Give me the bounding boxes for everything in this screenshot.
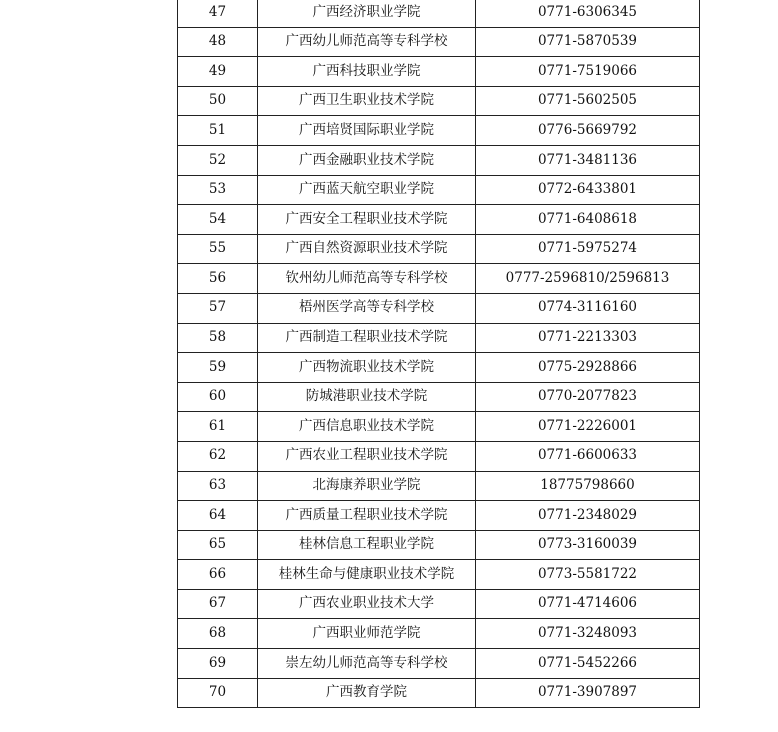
school-name: 梧州医学高等专科学校 bbox=[258, 293, 476, 323]
phone-number: 0771-2348029 bbox=[476, 501, 700, 531]
school-name: 广西培贤国际职业学院 bbox=[258, 116, 476, 146]
row-number: 57 bbox=[178, 293, 258, 323]
school-name: 广西经济职业学院 bbox=[258, 0, 476, 27]
table-row bbox=[178, 27, 700, 57]
phone-number: 0771-2213303 bbox=[476, 323, 700, 353]
phone-number: 0773-3160039 bbox=[476, 530, 700, 560]
phone-number: 0772-6433801 bbox=[476, 175, 700, 205]
table-row bbox=[178, 589, 700, 619]
table-row bbox=[178, 0, 700, 27]
row-number: 55 bbox=[178, 234, 258, 264]
row-number: 62 bbox=[178, 441, 258, 471]
row-number: 60 bbox=[178, 382, 258, 412]
phone-number: 0771-2226001 bbox=[476, 412, 700, 442]
phone-number: 0771-5602505 bbox=[476, 86, 700, 116]
table-row bbox=[178, 471, 700, 501]
table-row bbox=[178, 175, 700, 205]
school-name: 广西卫生职业技术学院 bbox=[258, 86, 476, 116]
phone-number: 0771-5975274 bbox=[476, 234, 700, 264]
phone-number: 0771-3481136 bbox=[476, 145, 700, 175]
row-number: 59 bbox=[178, 353, 258, 383]
phone-number: 0771-3907897 bbox=[476, 678, 700, 708]
row-number: 67 bbox=[178, 589, 258, 619]
row-number: 70 bbox=[178, 678, 258, 708]
table-row bbox=[178, 501, 700, 531]
school-name: 广西农业职业技术大学 bbox=[258, 589, 476, 619]
school-name: 广西制造工程职业技术学院 bbox=[258, 323, 476, 353]
table-row bbox=[178, 264, 700, 294]
table-body bbox=[178, 0, 700, 708]
phone-number: 0777-2596810/2596813 bbox=[476, 264, 700, 294]
phone-number: 0775-2928866 bbox=[476, 353, 700, 383]
school-name: 广西金融职业技术学院 bbox=[258, 145, 476, 175]
row-number: 50 bbox=[178, 86, 258, 116]
table-row bbox=[178, 57, 700, 87]
phone-number: 0771-7519066 bbox=[476, 57, 700, 87]
table-row bbox=[178, 145, 700, 175]
school-name: 广西蓝天航空职业学院 bbox=[258, 175, 476, 205]
table-row bbox=[178, 649, 700, 679]
school-name: 广西职业师范学院 bbox=[258, 619, 476, 649]
table-row bbox=[178, 116, 700, 146]
school-name: 广西物流职业技术学院 bbox=[258, 353, 476, 383]
school-contact-table bbox=[177, 0, 700, 708]
phone-number: 0770-2077823 bbox=[476, 382, 700, 412]
phone-number: 0773-5581722 bbox=[476, 560, 700, 590]
table-row bbox=[178, 560, 700, 590]
phone-number: 0771-3248093 bbox=[476, 619, 700, 649]
school-name: 钦州幼儿师范高等专科学校 bbox=[258, 264, 476, 294]
phone-number: 0771-4714606 bbox=[476, 589, 700, 619]
school-name: 桂林信息工程职业学院 bbox=[258, 530, 476, 560]
phone-number: 0771-6600633 bbox=[476, 441, 700, 471]
row-number: 65 bbox=[178, 530, 258, 560]
row-number: 54 bbox=[178, 205, 258, 235]
table-row bbox=[178, 205, 700, 235]
phone-number: 18775798660 bbox=[476, 471, 700, 501]
row-number: 61 bbox=[178, 412, 258, 442]
row-number: 58 bbox=[178, 323, 258, 353]
table-row bbox=[178, 86, 700, 116]
row-number: 56 bbox=[178, 264, 258, 294]
table-row bbox=[178, 412, 700, 442]
school-name: 北海康养职业学院 bbox=[258, 471, 476, 501]
row-number: 66 bbox=[178, 560, 258, 590]
table-row bbox=[178, 293, 700, 323]
row-number: 68 bbox=[178, 619, 258, 649]
phone-number: 0771-5452266 bbox=[476, 649, 700, 679]
row-number: 52 bbox=[178, 145, 258, 175]
phone-number: 0771-6408618 bbox=[476, 205, 700, 235]
row-number: 49 bbox=[178, 57, 258, 87]
school-name: 桂林生命与健康职业技术学院 bbox=[258, 560, 476, 590]
school-name: 广西幼儿师范高等专科学校 bbox=[258, 27, 476, 57]
school-name: 崇左幼儿师范高等专科学校 bbox=[258, 649, 476, 679]
row-number: 51 bbox=[178, 116, 258, 146]
school-name: 防城港职业技术学院 bbox=[258, 382, 476, 412]
phone-number: 0771-5870539 bbox=[476, 27, 700, 57]
table-row bbox=[178, 353, 700, 383]
phone-number: 0774-3116160 bbox=[476, 293, 700, 323]
table-row bbox=[178, 323, 700, 353]
row-number: 63 bbox=[178, 471, 258, 501]
school-name: 广西自然资源职业技术学院 bbox=[258, 234, 476, 264]
row-number: 48 bbox=[178, 27, 258, 57]
table-row bbox=[178, 441, 700, 471]
row-number: 64 bbox=[178, 501, 258, 531]
school-name: 广西安全工程职业技术学院 bbox=[258, 205, 476, 235]
table-row bbox=[178, 382, 700, 412]
row-number: 53 bbox=[178, 175, 258, 205]
phone-number: 0771-6306345 bbox=[476, 0, 700, 27]
table-row bbox=[178, 530, 700, 560]
school-name: 广西教育学院 bbox=[258, 678, 476, 708]
table-row bbox=[178, 234, 700, 264]
table-row bbox=[178, 678, 700, 708]
school-name: 广西质量工程职业技术学院 bbox=[258, 501, 476, 531]
table-row bbox=[178, 619, 700, 649]
school-name: 广西信息职业技术学院 bbox=[258, 412, 476, 442]
row-number: 69 bbox=[178, 649, 258, 679]
row-number: 47 bbox=[178, 0, 258, 27]
school-name: 广西科技职业学院 bbox=[258, 57, 476, 87]
school-name: 广西农业工程职业技术学院 bbox=[258, 441, 476, 471]
phone-number: 0776-5669792 bbox=[476, 116, 700, 146]
